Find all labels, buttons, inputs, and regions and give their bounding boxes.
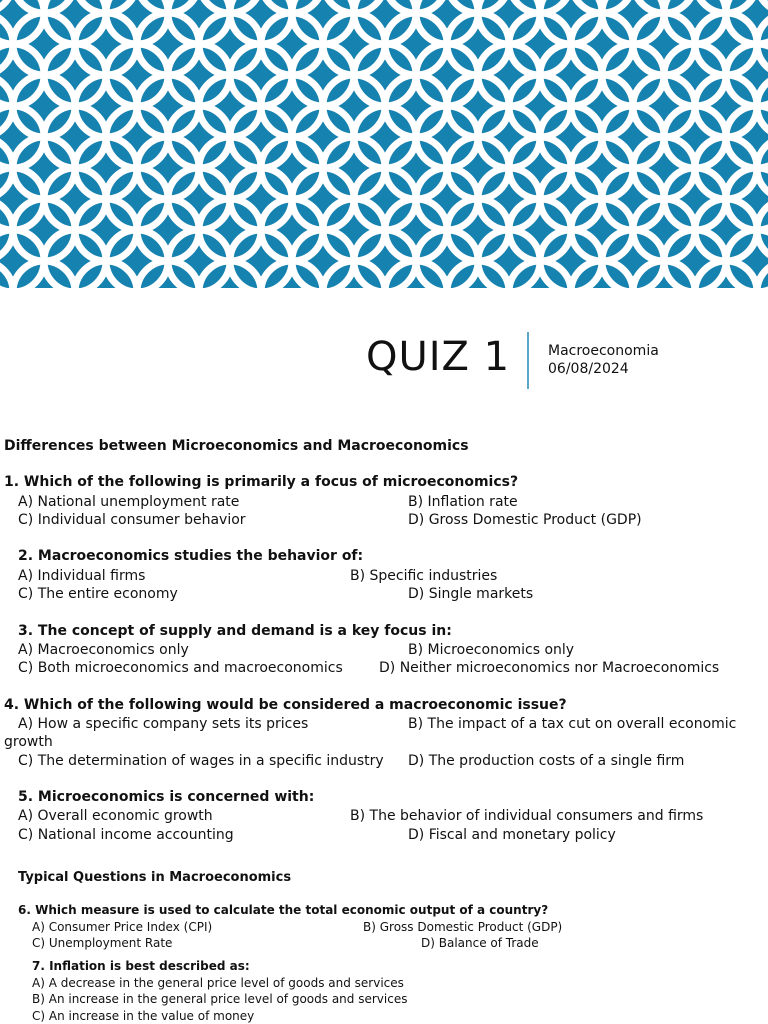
question-1: 1. Which of the following is primarily a focus of microeconomics? (4, 474, 519, 490)
title-divider (527, 332, 529, 389)
q4-option-a: A) How a specific company sets its prices (18, 716, 309, 732)
question-7: 7. Inflation is best described as: (32, 959, 250, 973)
q5-option-a: A) Overall economic growth (18, 808, 213, 824)
q2-option-d: D) Single markets (408, 586, 534, 602)
question-4: 4. Which of the following would be considered a macroeconomic issue? (4, 697, 567, 713)
section-title-differences: Differences between Microeconomics and Macroeconomics (4, 438, 469, 454)
q3-option-c: C) Both microeconomics and macroeconomics (18, 660, 343, 676)
q4-option-d: D) The production costs of a single firm (408, 753, 685, 769)
q4-option-b: B) The impact of a tax cut on overall economic (408, 716, 737, 732)
q1-option-b: B) Inflation rate (408, 494, 518, 510)
q6-option-c: C) Unemployment Rate (32, 936, 173, 950)
q4-option-c: C) The determination of wages in a specific industry (18, 753, 384, 769)
quiz-date: 06/08/2024 (548, 361, 629, 377)
header-banner-pattern (0, 0, 768, 288)
q7-option-c: C) An increase in the value of money (32, 1009, 255, 1023)
q2-option-b: B) Specific industries (350, 568, 498, 584)
q3-option-a: A) Macroeconomics only (18, 642, 189, 658)
q7-option-b: B) An increase in the general price level of goods and services (32, 992, 408, 1006)
q1-option-a: A) National unemployment rate (18, 494, 240, 510)
question-2: 2. Macroeconomics studies the behavior of: (18, 548, 364, 564)
q2-option-a: A) Individual firms (18, 568, 146, 584)
q1-option-d: D) Gross Domestic Product (GDP) (408, 512, 642, 528)
q2-option-c: C) The entire economy (18, 586, 178, 602)
question-5: 5. Microeconomics is concerned with: (18, 789, 315, 805)
question-6: 6. Which measure is used to calculate the total economic output of a country? (18, 903, 549, 917)
course-name: Macroeconomia (548, 343, 659, 359)
q3-option-d: D) Neither microeconomics nor Macroeconomics (379, 660, 720, 676)
q5-option-b: B) The behavior of individual consumers and firms (350, 808, 704, 824)
q6-option-a: A) Consumer Price Index (CPI) (32, 920, 213, 934)
question-3: 3. The concept of supply and demand is a key focus in: (18, 623, 452, 639)
q5-option-d: D) Fiscal and monetary policy (408, 827, 616, 843)
q7-option-a: A) A decrease in the general price level of goods and services (32, 976, 404, 990)
q4-option-b-continued: growth (4, 734, 53, 750)
section-title-typical-questions: Typical Questions in Macroeconomics (18, 870, 292, 885)
banner-ring-pattern (0, 0, 768, 288)
q6-option-b: B) Gross Domestic Product (GDP) (363, 920, 563, 934)
q5-option-c: C) National income accounting (18, 827, 234, 843)
q3-option-b: B) Microeconomics only (408, 642, 575, 658)
q6-option-d: D) Balance of Trade (421, 936, 539, 950)
q1-option-c: C) Individual consumer behavior (18, 512, 246, 528)
page-title: QUIZ 1 (366, 334, 511, 380)
